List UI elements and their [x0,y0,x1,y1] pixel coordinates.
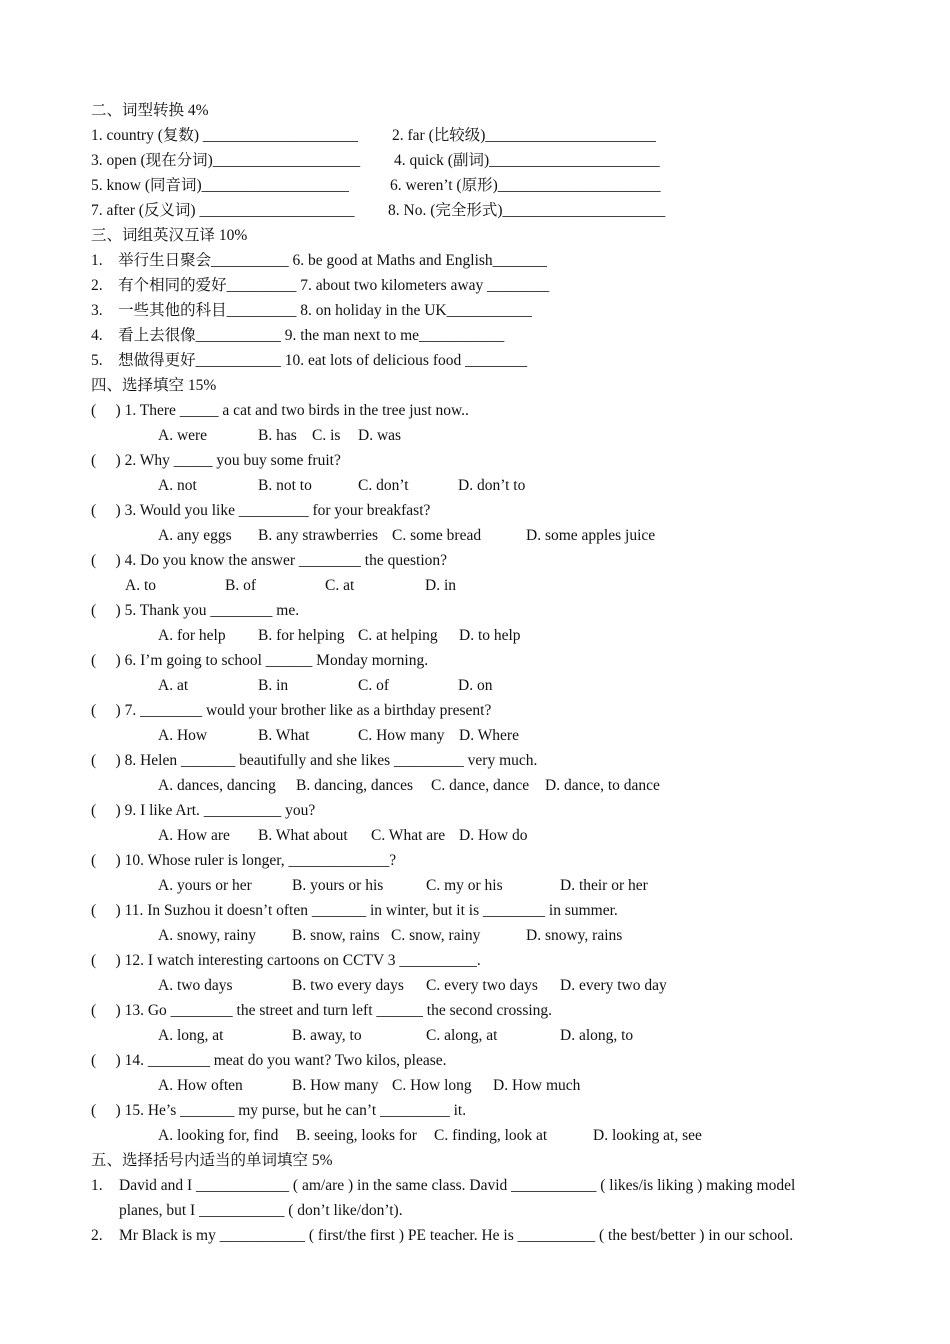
mc-option: A. looking for, find [158,1127,279,1144]
mc-option: C. at [325,577,355,594]
word-form-item: 6. weren’t (原形)_____________________ [390,177,661,194]
mc-option: B. not to [258,477,312,494]
phrase-translation-item: 1. 举行生日聚会__________ 6. be good at Maths and English_______ [91,252,547,269]
mc-option: C. is [312,427,341,444]
word-form-item: 7. after (反义词) ____________________ [91,202,355,219]
mc-option: B. of [225,577,256,594]
mc-option: A. long, at [158,1027,224,1044]
mc-option: C. of [358,677,389,694]
mc-option: B. in [258,677,289,694]
mc-option: B. has [258,427,297,444]
mc-question: ( ) 14. ________ meat do you want? Two kilos, please. [91,1052,447,1069]
mc-option: A. at [158,677,189,694]
fill-item-number: 1. [91,1177,103,1194]
section-heading-word-forms: 二、词型转换 4% [91,102,209,119]
word-form-item: 8. No. (完全形式)_____________________ [388,202,666,219]
mc-option: A. How often [158,1077,243,1094]
mc-question: ( ) 1. There _____ a cat and two birds in the tree just now.. [91,402,469,419]
mc-question: ( ) 12. I watch interesting cartoons on CCTV 3 __________. [91,952,481,969]
word-form-item: 2. far (比较级)______________________ [392,127,656,144]
mc-option: D. dance, to dance [545,777,660,794]
mc-option: B. two every days [292,977,404,994]
mc-option: D. their or her [560,877,648,894]
mc-option: D. looking at, see [593,1127,702,1144]
phrase-translation-item: 2. 有个相同的爱好_________ 7. about two kilometers away ________ [91,277,550,294]
mc-option: B. snow, rains [292,927,380,944]
mc-option: B. dancing, dances [296,777,414,794]
mc-option: A. to [125,577,156,594]
mc-option: C. How long [392,1077,472,1094]
mc-option: A. snowy, rainy [158,927,257,944]
section-heading-choose-word: 五、选择括号内适当的单词填空 5% [91,1152,333,1169]
mc-option: C. some bread [392,527,482,544]
mc-question: ( ) 8. Helen _______ beautifully and she likes _________ very much. [91,752,538,769]
mc-option: C. my or his [426,877,503,894]
mc-option: D. snowy, rains [526,927,623,944]
mc-option: B. How many [292,1077,379,1094]
mc-question: ( ) 5. Thank you ________ me. [91,602,300,619]
fill-item-number: 2. [91,1227,103,1244]
section-heading-phrase-translation: 三、词组英汉互译 10% [91,227,248,244]
mc-option: A. How [158,727,208,744]
mc-option: B. any strawberries [258,527,379,544]
word-form-item: 1. country (复数) ____________________ [91,127,358,144]
mc-option: B. What about [258,827,348,844]
mc-option: A. any eggs [158,527,232,544]
mc-option: A. How are [158,827,230,844]
mc-option: D. was [358,427,402,444]
mc-option: D. every two day [560,977,667,994]
mc-option: A. yours or her [158,877,252,894]
mc-question: ( ) 7. ________ would your brother like as a birthday present? [91,702,492,719]
mc-option: A. were [158,427,208,444]
mc-option: B. yours or his [292,877,384,894]
mc-option: B. for helping [258,627,345,644]
mc-option: C. What are [371,827,446,844]
mc-question: ( ) 6. I’m going to school ______ Monday morning. [91,652,429,669]
mc-question: ( ) 11. In Suzhou it doesn’t often _______ in winter, but it is ________ in summer. [91,902,618,919]
mc-option: D. Where [459,727,519,744]
mc-option: D. some apples juice [526,527,656,544]
mc-option: A. dances, dancing [158,777,276,794]
mc-option: D. in [425,577,456,594]
section-heading-multiple-choice: 四、选择填空 15% [91,377,217,394]
mc-question: ( ) 3. Would you like _________ for your breakfast? [91,502,431,519]
mc-option: C. snow, rainy [391,927,481,944]
mc-option: A. for help [158,627,226,644]
mc-question: ( ) 9. I like Art. __________ you? [91,802,316,819]
mc-option: C. along, at [426,1027,498,1044]
mc-option: D. along, to [560,1027,634,1044]
mc-option: D. on [458,677,493,694]
phrase-translation-item: 5. 想做得更好___________ 10. eat lots of delicious food ________ [91,352,528,369]
mc-option: C. dance, dance [431,777,530,794]
mc-question: ( ) 2. Why _____ you buy some fruit? [91,452,341,469]
mc-question: ( ) 4. Do you know the answer ________ the question? [91,552,448,569]
mc-option: D. How much [493,1077,581,1094]
mc-option: D. to help [459,627,521,644]
mc-option: D. How do [459,827,528,844]
mc-question: ( ) 10. Whose ruler is longer, _____________? [91,852,397,869]
mc-option: D. don’t to [458,477,526,494]
mc-option: C. every two days [426,977,538,994]
word-form-item: 5. know (同音词)___________________ [91,177,349,194]
word-form-item: 3. open (现在分词)___________________ [91,152,361,169]
mc-option: C. How many [358,727,445,744]
fill-item-text: David and I ____________ ( am/are ) in the same class. David ___________ ( likes/is liking ) making model [119,1177,796,1194]
mc-option: C. at helping [358,627,438,644]
word-form-item: 4. quick (副词)______________________ [394,152,660,169]
mc-question: ( ) 13. Go ________ the street and turn left ______ the second crossing. [91,1002,553,1019]
mc-option: B. What [258,727,310,744]
mc-question: ( ) 15. He’s _______ my purse, but he can’t _________ it. [91,1102,467,1119]
mc-option: A. two days [158,977,233,994]
fill-item-text: Mr Black is my ___________ ( first/the first ) PE teacher. He is __________ ( the best/better ) in our school. [119,1227,794,1244]
fill-item-text: planes, but I ___________ ( don’t like/don’t). [119,1202,403,1219]
mc-option: C. finding, look at [434,1127,548,1144]
mc-option: B. seeing, looks for [296,1127,417,1144]
phrase-translation-item: 4. 看上去很像___________ 9. the man next to me___________ [91,327,505,344]
mc-option: B. away, to [292,1027,362,1044]
mc-option: A. not [158,477,197,494]
phrase-translation-item: 3. 一些其他的科目_________ 8. on holiday in the UK___________ [91,302,532,319]
mc-option: C. don’t [358,477,409,494]
